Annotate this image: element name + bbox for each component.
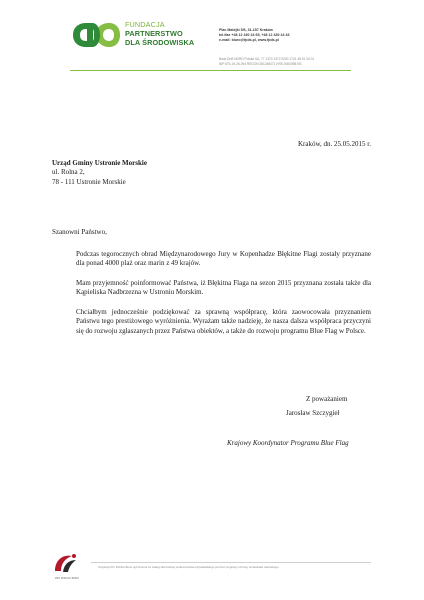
recipient-city: 78 - 111 Ustronie Morskie [52,177,126,186]
org-name-line1: FUNDACJA [125,20,165,29]
letter-date: Kraków, dn. 25.05.2015 r. [297,140,371,148]
org-name-line3: DLA ŚRODOWISKA [125,38,195,48]
recipient-name: Urząd Gminy Ustronie Morskie [52,159,147,167]
organization-name [125,20,194,48]
paragraph-jury: Podczas tegorocznych obrad Międzynarodowego Jury w Kopenhadze Błękitne Flagi zostały przyznane dla ponad 4000 plaż oraz marin z 49 krajów. [76,250,371,268]
foundation-logo-icon [70,20,122,50]
org-name-line2: PARTNERSTWO [125,29,183,39]
org-phone: tel./fax +48 12 430 24 65, +48 12 430 24 43 [219,33,290,38]
footer-logo-caption: PRO PUBLICO BONO [54,577,80,580]
org-address: Plac Matejki 5/6, 31-157 Kraków [219,28,273,32]
contact-block [219,28,290,44]
bank-account: Bank DnB NORD Polska SA, 77 1370 1372 0000 1701 48 51 34 01 [219,57,315,61]
paragraph-thanks: Chciałbym jednocześnie podziękować za sprawną współpracę, która zaowocowała przyznaniem Państwu tego prestiżowego wyróżnienia. Wyrażam także nadzieję, że nasza dalsza współpraca przyczyni się do rozwoju zgłaszanych przez Państwa obiektów, a także do rozwoju programu Blue Flag w Polsce. [76,308,371,335]
header-divider [70,70,351,71]
recipient-street: ul. Rolna 2, [52,168,85,177]
footer-text: Instytucja Pro Publico Bono wyróżniona za zasługi dla budowy społeczeństwa obywatelskiego poprzez programy ochrony środowiska naturalnego [98,565,279,569]
salutation: Szanowni Państwo, [52,228,107,236]
registry-numbers: NIP 676-19-26-094 REGON 351248471 KRS 0000098193 [219,62,302,66]
signer-name: Jarosław Szczygieł [286,409,340,417]
footer-divider [91,562,371,563]
closing-phrase: Z poważaniem [306,395,348,403]
pro-publico-bono-logo-icon [49,551,83,577]
signer-title: Krajowy Koordynator Programu Blue Flag [227,439,349,447]
bank-block [219,57,314,67]
org-email-web[interactable]: e-mail: biuro@fpds.pl, www.fpds.pl [219,38,279,43]
paragraph-award: Mam przyjemność poinformować Państwa, iż Błękitna Flaga na sezon 2015 przyznana została także dla Kąpieliska Nadbrzezna w Ustroniu Morskim. [76,279,371,297]
recipient-address [52,159,147,187]
